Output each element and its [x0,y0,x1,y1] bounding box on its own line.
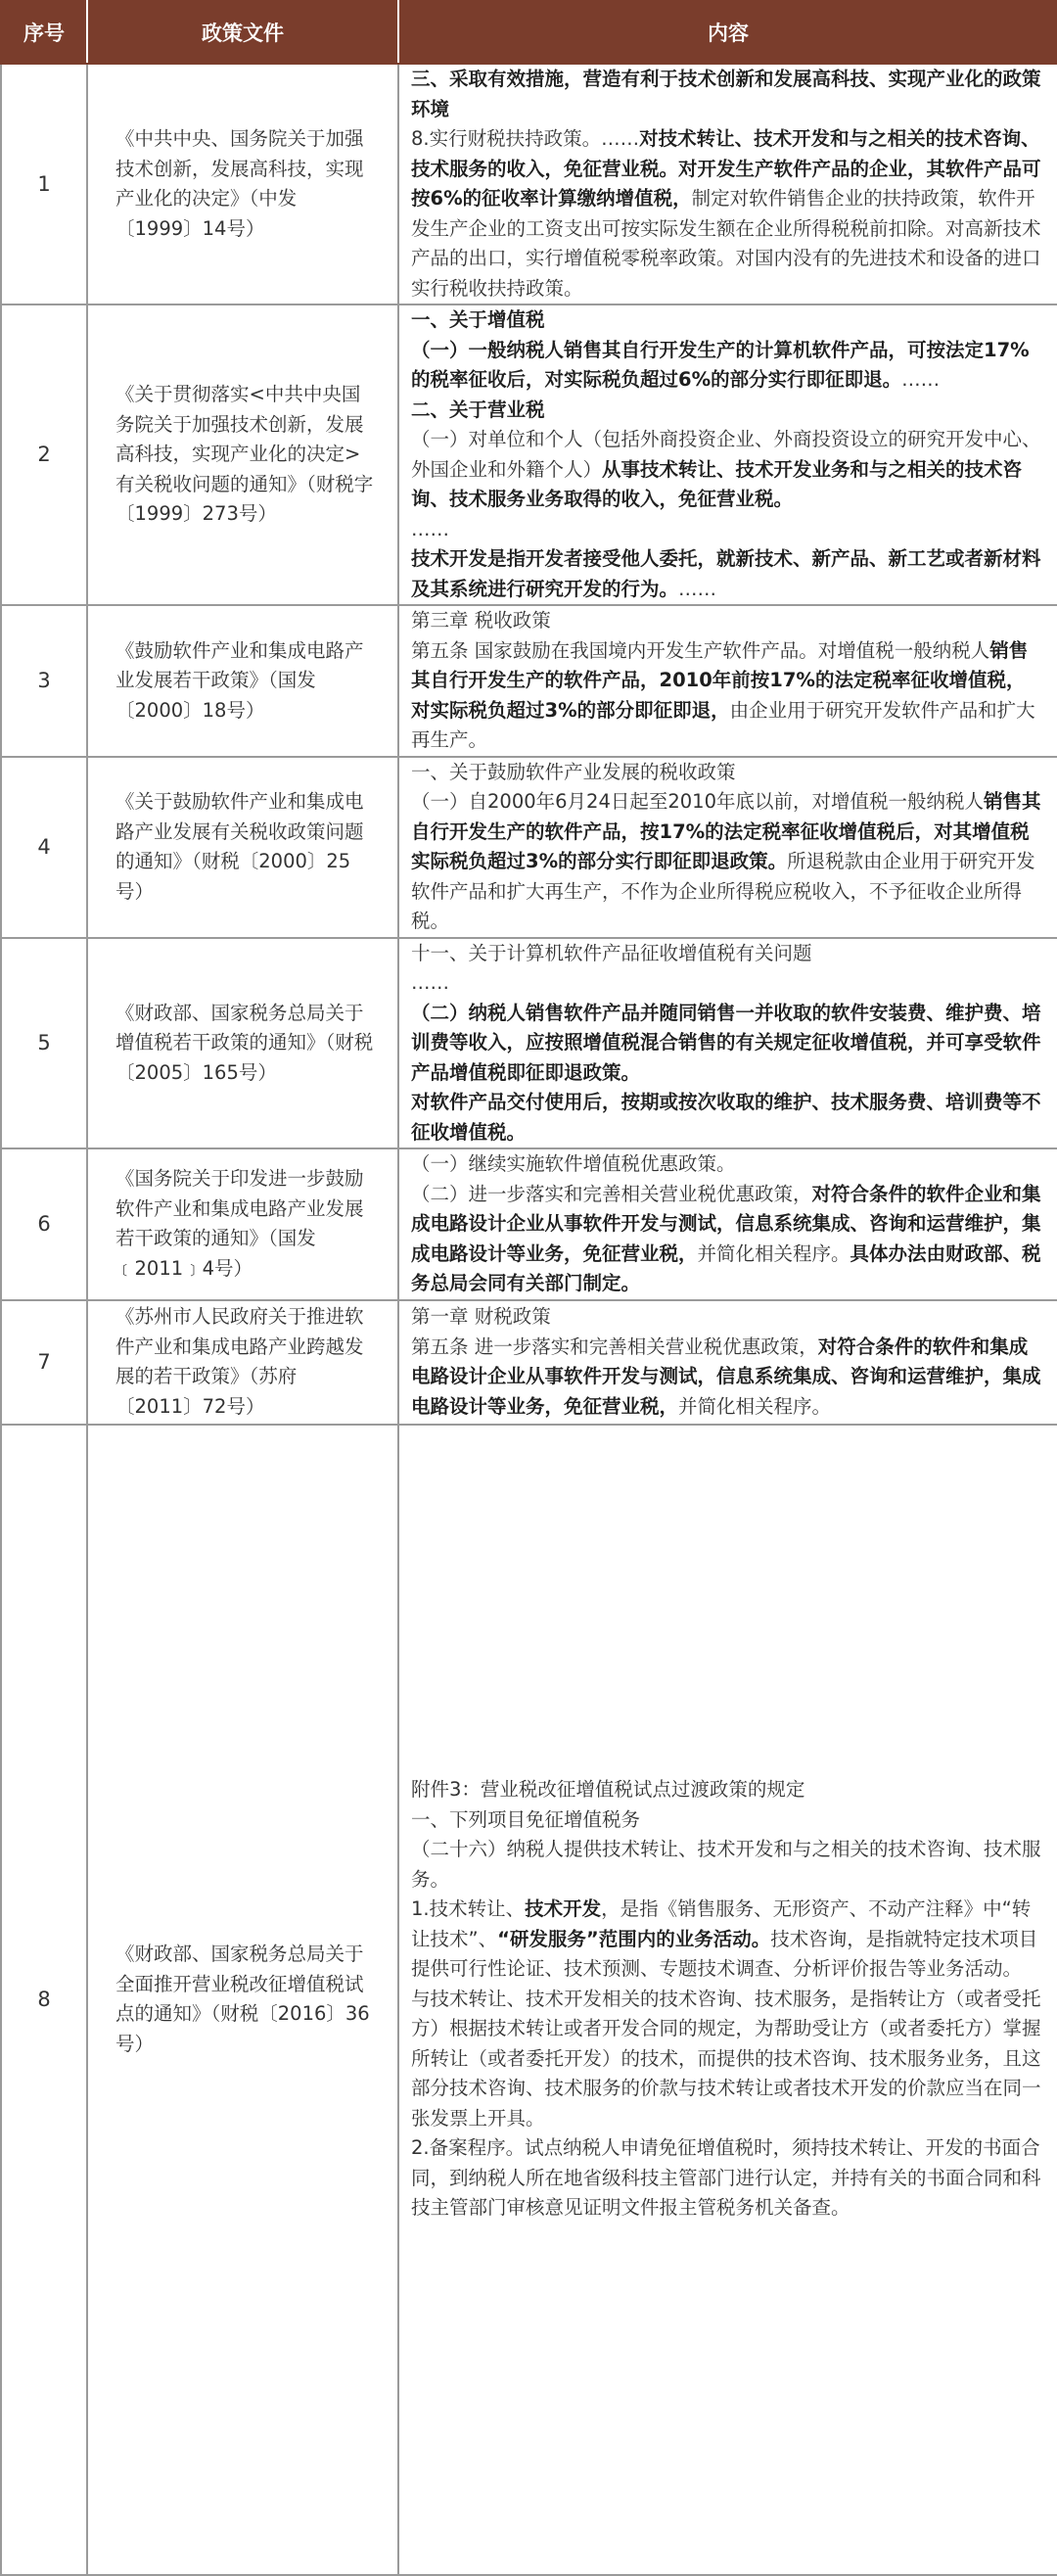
content-bold-text: 技术开发 [525,1897,602,1921]
content-bold-text: 技术开发是指开发者接受他人委托，就新技术、新产品、新工艺或者新材料及其系统进行研究开发的行为。 [411,547,1041,600]
content-text: 并简化相关程序。 [697,1241,850,1265]
content-text: 第一章 财税政策 [411,1305,551,1328]
header-row [1,1,1057,64]
table-row [1,1425,1057,2575]
policy-document: 《国务院关于印发进一步鼓励软件产业和集成电路产业发展若干政策的通知》（国发﹝2011﹞4号） [87,1148,398,1300]
header-content: 内容 [398,1,1057,64]
content-paragraph [411,787,1041,937]
policy-document: 《财政部、国家税务总局关于增值税若干政策的通知》（财税〔2005〕165号） [87,938,398,1149]
content-paragraph [411,1180,1041,1299]
content-bold-text: 从事技术转让、技术开发业务和与之相关的技术咨询、技术服务业务取得的收入，免征营业税。 [411,457,1023,510]
content-paragraph [411,968,1041,999]
content-text: 1.技术转让、 [411,1897,526,1921]
content-text: …… [678,577,717,600]
policy-content [398,1300,1057,1425]
row-number: 5 [1,938,87,1149]
content-text: （一）对单位和个人（包括外商投资企业、外商投资设立的研究开发中心、外国企业和外籍个人） [411,428,1041,481]
content-bold-text: （二）纳税人销售软件产品并随同销售一并收取的软件安装费、维护费、培训费等收入，应按照增值税混合销售的有关规定征收增值税，并可享受软件产品增值税即征即退政策。 [411,1001,1041,1084]
content-paragraph [411,1895,1041,1985]
policy-content [398,757,1057,938]
content-paragraph [411,2133,1041,2224]
content-paragraph [411,606,1041,636]
content-bold-text: 对技术转让、技术开发和与之相关的技术咨询、技术服务的收入，免征营业税。对开发生产软件产品的企业，其软件产品可按6%的征收率计算缴纳增值税， [411,127,1041,210]
content-text: （二）进一步落实和完善相关营业税优惠政策， [411,1182,812,1205]
content-text: 第三章 税收政策 [411,609,551,632]
policy-document: 《鼓励软件产业和集成电路产业发展若干政策》（国发〔2000〕18号） [87,605,398,757]
content-text: …… [411,971,449,994]
content-text: 由企业用于研究开发软件产品和扩大再生产。 [411,698,1035,751]
content-text: 所退税款由企业用于研究开发软件产品和扩大再生产，不作为企业所得税应税收入，不予征收企业所得税。 [411,850,1035,932]
content-bold-text: （一）一般纳税人销售其自行开发生产的计算机软件产品，可按法定17%的税率征收后，对实际税负超过6%的部分实行即征即退。 [411,338,1030,391]
content-text: 并简化相关程序。 [678,1394,832,1418]
content-text: （一）自2000年6月24日起至2010年底以前，对增值税一般纳税人 [411,790,984,813]
policy-content [398,938,1057,1149]
header-number: 序号 [1,1,87,64]
content-bold-text: 对软件产品交付使用后，按期或按次收取的维护、技术服务费、培训费等不征收增值税。 [411,1091,1041,1144]
row-number: 7 [1,1300,87,1425]
policy-content [398,605,1057,757]
content-paragraph [411,1149,1041,1180]
row-number: 2 [1,304,87,605]
content-text: 附件3：营业税改征增值税试点过渡政策的规定 [411,1778,805,1802]
content-paragraph [411,124,1041,304]
content-paragraph [411,1985,1041,2134]
policy-document: 《中共中央、国务院关于加强技术创新，发展高科技，实现产业化的决定》（中发〔1999〕14号） [87,64,398,304]
row-number: 3 [1,605,87,757]
table-row [1,304,1057,605]
content-text: 8.实行财税扶持政策。…… [411,127,640,150]
content-paragraph [411,939,1041,969]
policy-document: 《关于贯彻落实<中共中央国务院关于加强技术创新，发展高科技，实现产业化的决定>有关税收问题的通知》（财税字〔1999〕273号） [87,304,398,605]
table-row [1,64,1057,304]
content-paragraph [411,305,1041,336]
content-text: …… [901,368,941,391]
row-number: 6 [1,1148,87,1300]
content-paragraph [411,999,1041,1089]
row-number: 8 [1,1425,87,2575]
content-bold-text: 销售其自行开发生产的软件产品，2010年前按17%的法定税率征收增值税，对实际税负超过3%的部分即征即退， [411,638,1029,722]
content-text: 第五条 国家鼓励在我国境内开发生产软件产品。对增值税一般纳税人 [411,638,990,662]
content-bold-text: 具体办法由财政部、税务总局会同有关部门制定。 [411,1241,1041,1294]
policy-content [398,304,1057,605]
content-text: 十一、关于计算机软件产品征收增值税有关问题 [411,941,812,964]
content-paragraph [411,1805,1041,1836]
content-paragraph [411,636,1041,756]
content-bold-text: 对符合条件的软件和集成电路设计企业从事软件开发与测试，信息系统集成、咨询和运营维护，集成电路设计等业务，免征营业税， [411,1335,1041,1418]
content-text: …… [411,517,449,540]
table-row [1,1300,1057,1425]
content-text: 一、下列项目免征增值税务 [411,1807,641,1831]
content-paragraph [411,515,1041,545]
content-text: 技术咨询，是指就特定技术项目提供可行性论证、技术预测、专题技术调查、分析评价报告等业务活动。 [411,1927,1038,1981]
content-text: 一、关于鼓励软件产业发展的税收政策 [411,760,736,783]
content-bold-text: “研发服务”范围内的业务活动。 [497,1927,771,1950]
row-number: 1 [1,64,87,304]
content-paragraph [411,396,1041,426]
content-paragraph [411,1333,1041,1423]
content-paragraph [411,65,1041,124]
content-bold-text: 一、关于增值税 [411,308,545,331]
content-bold-text: 二、关于营业税 [411,398,545,421]
content-paragraph [411,336,1041,396]
content-text: 与技术转让、技术开发相关的技术咨询、技术服务，是指转让方（或者受托方）根据技术转让或者开发合同的规定，为帮助受让方（或者委托方）掌握所转让（或者委托开发）的技术，而提供的技术咨询、技术服务业务，且这部分技术咨询、技术服务的价款与技术转让或者技术开发的价款应当在同一张发票上开具。 [411,1987,1041,2130]
header-document: 政策文件 [87,1,398,64]
policy-document: 《财政部、国家税务总局关于全面推开营业税改征增值税试点的通知》（财税〔2016〕36号） [87,1425,398,2575]
table-row [1,938,1057,1149]
policy-content [398,1425,1057,2575]
policy-document: 《关于鼓励软件产业和集成电路产业发展有关税收政策问题的通知》（财税〔2000〕25号） [87,757,398,938]
content-paragraph [411,1302,1041,1333]
content-text: ，是指《销售服务、无形资产、不动产注释》中“转让技术”、 [411,1897,1032,1950]
table-row [1,605,1057,757]
content-bold-text: 销售其自行开发生产的软件产品，按17%的法定税率征收增值税后，对其增值税实际税负超过3%的部分实行即征即退政策。 [411,790,1041,872]
content-text: （一）继续实施软件增值税优惠政策。 [411,1152,736,1175]
content-bold-text: 对符合条件的软件企业和集成电路设计企业从事软件开发与测试，信息系统集成、咨询和运营维护，集成电路设计等业务，免征营业税， [411,1182,1041,1265]
content-paragraph [411,544,1041,604]
content-text: （二十六）纳税人提供技术转让、技术开发和与之相关的技术咨询、技术服务。 [411,1838,1041,1891]
content-text: 第五条 进一步落实和完善相关营业税优惠政策， [411,1335,818,1358]
table-row [1,757,1057,938]
table-row [1,1148,1057,1300]
content-text: 2.备案程序。试点纳税人申请免征增值税时，须持技术转让、开发的书面合同，到纳税人所在地省级科技主管部门进行认定，并持有关的书面合同和科技主管部门审核意见证明文件报主管税务机关备查。 [411,2136,1041,2220]
policy-content [398,64,1057,304]
content-paragraph [411,1775,1041,1805]
content-bold-text: 三、采取有效措施，营造有利于技术创新和发展高科技、实现产业化的政策环境 [411,68,1041,120]
row-number: 4 [1,757,87,938]
content-paragraph [411,1835,1041,1895]
content-paragraph [411,425,1041,515]
content-text: 制定对软件销售企业的扶持政策，软件开发生产企业的工资支出可按实际发生额在企业所得税税前扣除。对高新技术产品的出口，实行增值税零税率政策。对国内没有的先进技术和设备的进口实行税收扶持政策。 [411,187,1041,300]
content-paragraph [411,758,1041,788]
content-paragraph [411,1088,1041,1147]
policy-content [398,1148,1057,1300]
policy-document: 《苏州市人民政府关于推进软件产业和集成电路产业跨越发展的若干政策》（苏府〔2011〕72号） [87,1300,398,1425]
